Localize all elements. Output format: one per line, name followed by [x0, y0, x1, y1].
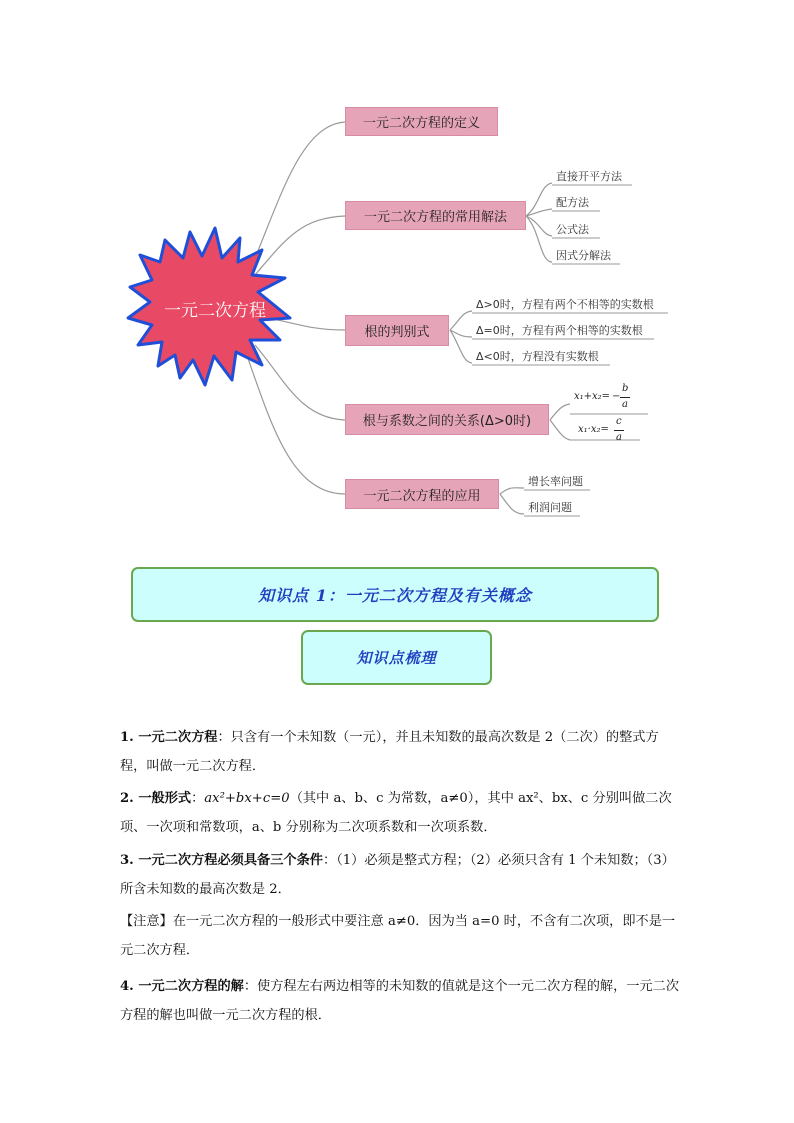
sub-disc-3: Δ<0时，方程没有实数根: [476, 350, 599, 363]
branch-application: 一元二次方程的应用: [345, 479, 499, 509]
subsection-title: 知识点梳理: [356, 649, 437, 667]
sub-app-2: 利润问题: [528, 501, 572, 514]
note-paragraph: 【注意】在一元二次方程的一般形式中要注意 a≠0．因为当 a=0 时，不含有二次项，即不是一元二次方程．: [120, 914, 676, 958]
subsection-title-box: [301, 630, 492, 685]
paragraph-4: 4. 一元二次方程的解：使方程左右两边相等的未知数的值就是这个一元二次方程的解，一元二次方程的解也叫做一元二次方程的根．: [120, 979, 680, 1023]
sub-method-1: 直接开平方法: [556, 170, 622, 183]
paragraph-2: 2. 一般形式：ax²+bx+c=0（其中 a、b、c 为常数，a≠0），其中 ax²、bx、c 分别叫做二次项、一次项和常数项，a、b 分别称为二次项系数和一次项系数．: [120, 791, 672, 835]
sub-disc-1: Δ>0时，方程有两个不相等的实数根: [476, 298, 654, 311]
sub-method-4: 因式分解法: [556, 249, 611, 262]
mindmap-canvas: [0, 0, 794, 540]
branch-methods: 一元二次方程的常用解法: [345, 201, 526, 230]
branch-definition: 一元二次方程的定义: [345, 107, 498, 136]
paragraph-3: 3. 一元二次方程必须具备三个条件：（1）必须是整式方程；（2）必须只含有 1 个未知数；（3）所含未知数的最高次数是 2．: [120, 853, 675, 897]
mindmap-center-label: 一元二次方程: [164, 301, 266, 321]
branch-vieta: 根与系数之间的关系(Δ>0时): [345, 404, 549, 435]
sub-disc-2: Δ=0时，方程有两个相等的实数根: [476, 324, 643, 337]
sub-app-1: 增长率问题: [528, 475, 583, 488]
section-title-box: [131, 567, 659, 622]
sub-method-3: 公式法: [556, 223, 589, 236]
paragraph-1: 1. 一元二次方程：只含有一个未知数（一元），并且未知数的最高次数是 2（二次）的整式方程，叫做一元二次方程．: [120, 730, 659, 774]
branch-discriminant: 根的判别式: [345, 315, 449, 346]
section-title: 知识点 1：一元二次方程及有关概念: [258, 586, 532, 605]
sub-method-2: 配方法: [556, 196, 589, 209]
